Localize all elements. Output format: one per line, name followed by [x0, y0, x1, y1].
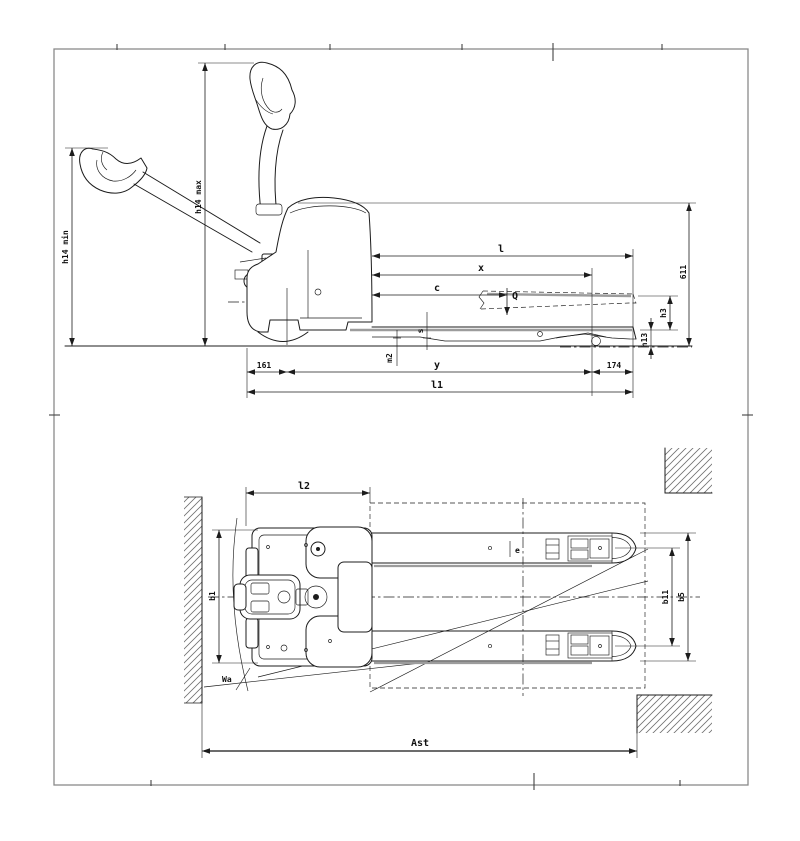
dim-label-161: 161	[256, 361, 272, 370]
load-wheel-side	[592, 337, 601, 346]
dim-label-e: e	[515, 546, 520, 555]
dim-label-b11: b11	[661, 589, 670, 605]
dim-ast	[202, 738, 637, 751]
dim-161	[247, 361, 287, 372]
dim-label-l2: l2	[297, 481, 311, 492]
dim-h14max	[194, 63, 254, 346]
frame-fold-marks	[49, 43, 753, 790]
dim-x	[372, 263, 592, 275]
dim-label-ast: Ast	[410, 738, 430, 749]
dim-label-b5: b5	[677, 592, 686, 602]
dim-c	[372, 283, 518, 315]
dim-label-b1: b1	[208, 591, 217, 601]
dim-label-l: l	[497, 244, 505, 255]
dim-label-h14min: h14 min	[61, 230, 70, 264]
dim-h14min	[60, 148, 108, 346]
dim-label-m2: m2	[385, 353, 394, 363]
fork-plan-bottom	[368, 631, 636, 661]
load-wheel-plan	[546, 536, 612, 561]
tiller-arm-lowered	[80, 148, 260, 252]
side-elevation-view	[60, 62, 696, 398]
dim-l	[372, 244, 633, 256]
dim-l2	[246, 481, 370, 526]
dim-label-q: Q	[512, 291, 519, 302]
fork-side-raised-dashed	[479, 291, 636, 309]
dim-m2	[385, 330, 401, 366]
dim-label-174: 174	[606, 361, 622, 370]
dim-label-611: 611	[679, 264, 688, 280]
dim-label-wa: Wa	[222, 675, 232, 684]
dim-y	[287, 360, 592, 372]
fork-carriage	[338, 562, 372, 632]
dim-label-h14max: h14 max	[194, 180, 203, 214]
dim-wa	[222, 675, 232, 684]
dim-label-x: x	[477, 263, 485, 274]
dim-label-y: y	[433, 360, 441, 371]
dim-label-l1: l1	[430, 380, 444, 391]
sheet-frame	[49, 43, 753, 790]
dim-e	[510, 541, 520, 557]
dim-label-s: s	[416, 328, 425, 334]
dim-l1	[247, 380, 633, 392]
fork-plan-top	[368, 533, 636, 563]
dim-label-c: c	[433, 283, 441, 294]
wall-bottom-right	[637, 695, 712, 758]
fork-side-lowered	[350, 327, 636, 346]
truck-body-side	[247, 197, 372, 345]
dim-h3	[638, 296, 678, 330]
wall-left	[184, 497, 202, 758]
wall-top-right	[665, 448, 712, 493]
pallet-outline-dashed	[370, 503, 645, 688]
plan-view	[184, 448, 712, 758]
dim-174	[592, 361, 633, 372]
dim-label-h13: h13	[640, 332, 649, 348]
tiller-arm-raised	[250, 62, 295, 215]
drive-wheel	[258, 332, 308, 342]
dim-label-h3: h3	[659, 308, 668, 318]
